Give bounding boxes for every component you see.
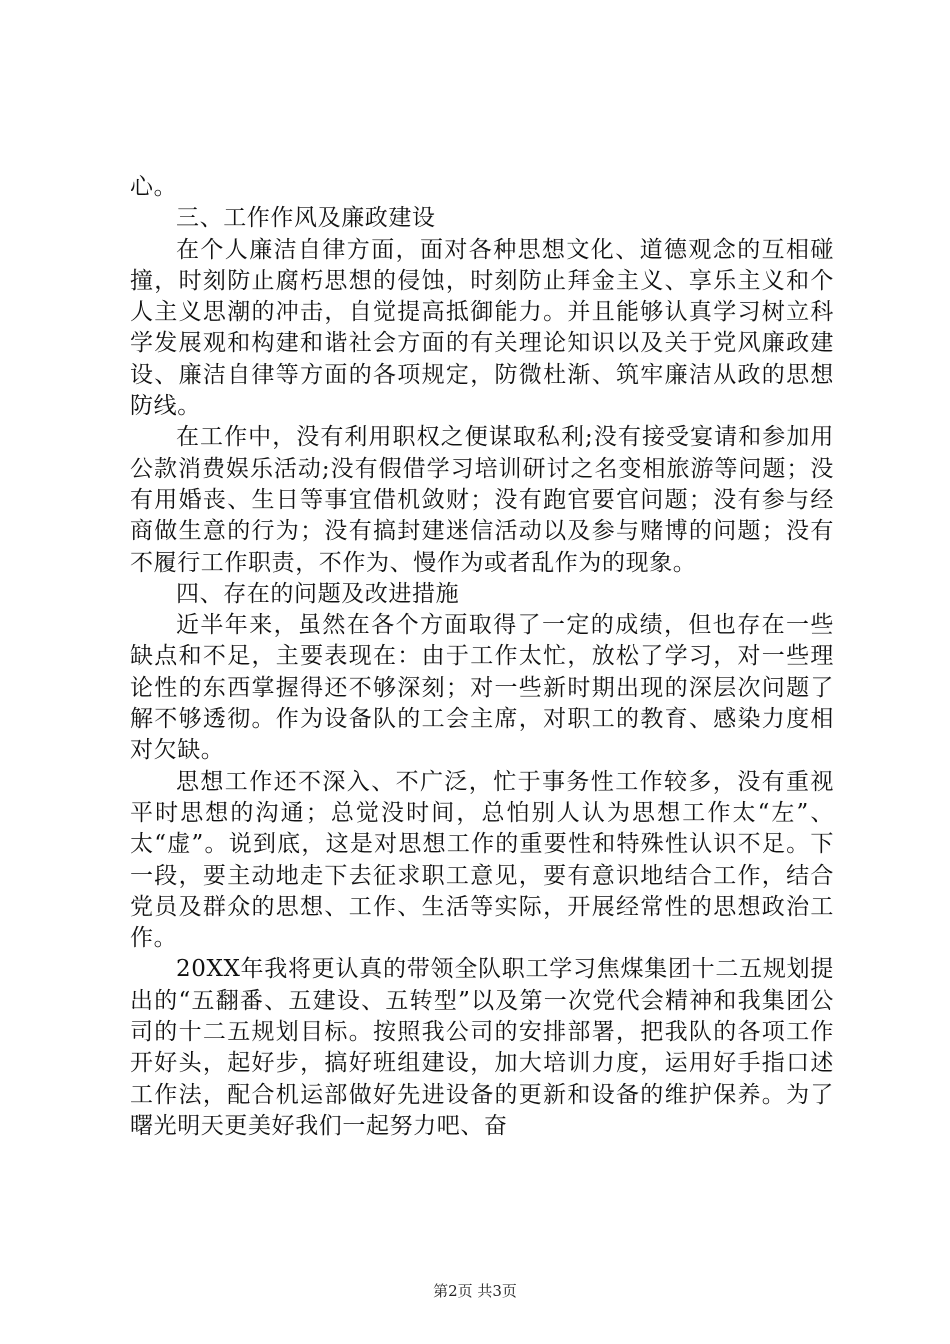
page-number-footer: 第2页 共3页 (433, 1282, 517, 1300)
paragraph-ideological-work: 思想工作还不深入、不广泛，忙于事务性工作较多，没有重视平时思想的沟通；总觉没时间，总怕别人认为思想工作太“左”、太“虚”。说到底，这是对思想工作的重要性和特殊性认识不足。下一段，要主动地走下去征求职工意见，要有意识地结合工作，结合党员及群众的思想、工作、生活等实际，开展经常性的思想政治工作。 (130, 768, 834, 952)
section-heading-conduct: 三、工作作风及廉政建设 (176, 205, 436, 232)
paragraph-future-plan: 20XX年我将更认真的带领全队职工学习焦煤集团十二五规划提出的“五翻番、五建设、五转型”以及第一次党代会精神和我集团公司的十二五规划目标。按照我公司的安排部署，把我队的各项工作开好头，起好步，搞好班组建设，加大培训力度，运用好手指口述工作法，配合机运部做好先进设备的更新和设备的维护保养。为了曙光明天更美好我们一起努力吧、奋 (130, 956, 834, 1139)
paragraph-self-discipline: 在个人廉洁自律方面，面对各种思想文化、道德观念的互相碰撞，时刻防止腐朽思想的侵蚀，时刻防止拜金主义、享乐主义和个人主义思潮的冲击，自觉提高抵御能力。并且能够认真学习树立科学发展观和构建和谐社会方面的有关理论知识以及关于党风廉政建设、廉洁自律等方面的各项规定，防微杜渐、筑牢廉洁从政的思想防线。 (130, 236, 834, 420)
paragraph-shortcomings: 近半年来，虽然在各个方面取得了一定的成绩，但也存在一些缺点和不足，主要表现在：由于工作太忙，放松了学习，对一些理论性的东西掌握得还不够深刻；对一些新时期出现的深层次问题了解不够透彻。作为设备队的工会主席，对职工的教育、感染力度相对欠缺。 (130, 612, 834, 764)
section-heading-problems: 四、存在的问题及改进措施 (176, 580, 460, 607)
paragraph-continuation: 心。 (130, 174, 178, 200)
document-body (130, 172, 834, 1142)
paragraph-work-conduct: 在工作中，没有利用职权之便谋取私利;没有接受宴请和参加用公款消费娱乐活动;没有假借学习培训研讨之名变相旅游等问题；没有用婚丧、生日等事宜借机敛财；没有跑官要官问题；没有参与经商做生意的行为；没有搞封建迷信活动以及参与赌博的问题；没有不履行工作职责，不作为、慢作为或者乱作为的现象。 (130, 424, 834, 576)
